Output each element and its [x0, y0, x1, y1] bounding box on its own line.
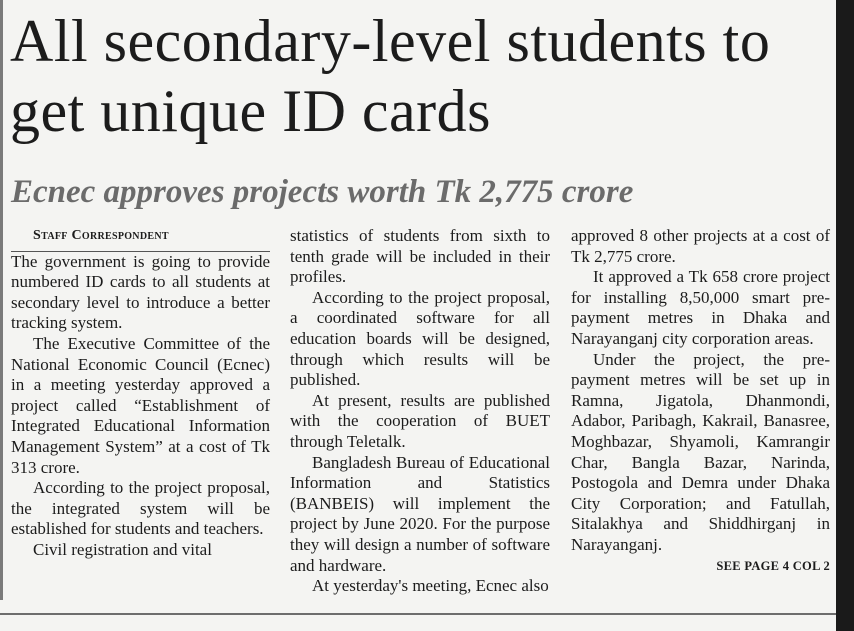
paragraph: Civil registration and vital [33, 539, 212, 559]
page-edge-left [0, 0, 3, 600]
byline: Staff Correspondent [11, 226, 270, 252]
paragraph: It approved a Tk 658 crore project for installing 8,50,000 smart pre-payment metres in Dhaka and Narayanganj city corporation areas. [571, 267, 830, 348]
article-column-2 [290, 226, 550, 597]
headline: All secondary-level students to get unique ID cards [10, 8, 771, 144]
article-column-1 [11, 226, 270, 561]
article-column-3 [571, 226, 830, 576]
paragraph: At present, results are published with the cooperation of BUET through Teletalk. [290, 390, 550, 451]
paragraph: statistics of students from sixth to tenth grade will be included in their profiles. [290, 226, 550, 287]
continued-on-jump-line: SEE PAGE 4 COL 2 [716, 558, 830, 573]
paragraph: The government is going to provide numbered ID cards to all students at secondary level to introduce a better tracking system. [11, 251, 270, 333]
page-edge-right [836, 0, 854, 631]
paragraph: Under the project, the pre-payment metres will be set up in Ramna, Jigatola, Dhanmondi, Adabor, Paribagh, Kakrail, Banasree, Moghbazar, Shyamoli, Kamrangir Char, Bangla Bazar, Narinda, Postogola and Demra under Dhaka City Corporation; and Fatullah, Sitalakhya and Shiddhirganj in Narayanganj. [571, 349, 830, 554]
subheadline: Ecnec approves projects worth Tk 2,775 crore [11, 174, 634, 210]
paragraph: The Executive Committee of the National Economic Council (Ecnec) in a meeting yesterday approved a project called “Establishment of Integrated Educational Information Management System” at a cost of Tk 313 crore. [11, 333, 270, 477]
paragraph: According to the project proposal, the integrated system will be established for students and teachers. [11, 478, 270, 539]
paragraph: At yesterday's meeting, Ecnec also [312, 576, 549, 596]
paragraph: Bangladesh Bureau of Educational Information and Statistics (BANBEIS) will implement the project by June 2020. For the purpose they will design a number of software and hardware. [290, 452, 550, 575]
paragraph: approved 8 other projects at a cost of Tk 2,775 crore. [571, 226, 830, 266]
paragraph: According to the project proposal, a coordinated software for all education boards will be designed, through which results will be published. [290, 287, 550, 390]
bottom-rule [0, 613, 836, 615]
